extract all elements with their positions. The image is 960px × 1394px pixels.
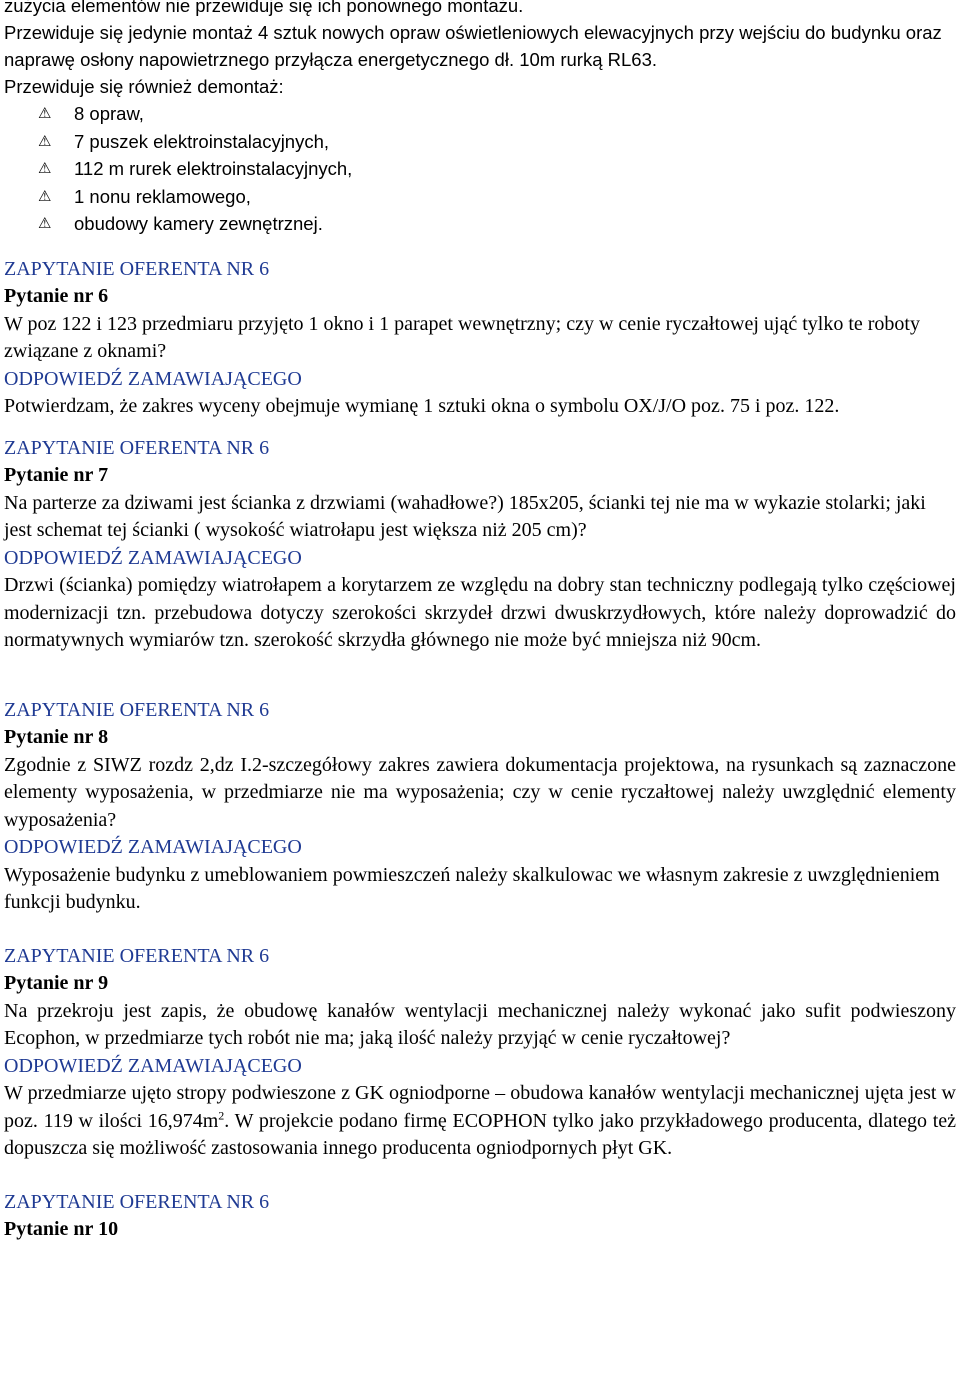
- superscript-exponent: 2: [218, 1107, 225, 1122]
- intro-line-1: zużycia elementów nie przewiduje się ich ponownego montażu.: [4, 0, 524, 16]
- warning-bullet-icon: ⚠: [38, 105, 52, 122]
- qa-section-6: [4, 256, 956, 421]
- question-title: Pytanie nr 10: [4, 1218, 119, 1240]
- answer-text-part-1: W przedmiarze ujęto stropy podwieszone z GK ogniodporne – obudowa kanałów wentylacji mechanicznej ujęta jest w poz. 119 w ilości 16,974m: [4, 1082, 956, 1132]
- section-header: ZAPYTANIE OFERENTA NR 6: [4, 1190, 270, 1213]
- list-item: [38, 155, 956, 183]
- list-item-text: 7 puszek elektroinstalacyjnych,: [74, 130, 330, 152]
- warning-bullet-icon: ⚠: [38, 215, 52, 232]
- answer-header: ODPOWIEDŹ ZAMAWIAJĄCEGO: [4, 546, 302, 569]
- list-item: [38, 183, 956, 211]
- intro-line-2: Przewiduje się jedynie montaż 4 sztuk nowych opraw oświetleniowych elewacyjnych przy wejściu do budynku oraz naprawę osłony napowietrznego przyłącza energetycznego dł. 10m rurką RL63.: [4, 22, 942, 70]
- question-title: Pytanie nr 6: [4, 285, 109, 307]
- list-item-text: 112 m rurek elektroinstalacyjnych,: [74, 158, 353, 179]
- section-header: ZAPYTANIE OFERENTA NR 6: [4, 698, 270, 721]
- question-text: W poz 122 i 123 przedmiaru przyjęto 1 okno i 1 parapet wewnętrzny; czy w cenie ryczałtowej ująć tylko te roboty związane z oknami?: [4, 312, 920, 362]
- answer-header: ODPOWIEDŹ ZAMAWIAJĄCEGO: [4, 367, 302, 390]
- demolition-list: [4, 100, 956, 238]
- question-title: Pytanie nr 8: [4, 726, 109, 748]
- qa-section-8: [4, 697, 956, 917]
- qa-section-9: [4, 943, 956, 1163]
- list-item-text: obudowy kamery zewnętrznej.: [74, 213, 323, 234]
- list-item: [38, 100, 956, 128]
- intro-line-3: Przewiduje się również demontaż:: [4, 76, 284, 97]
- answer-header: ODPOWIEDŹ ZAMAWIAJĄCEGO: [4, 1054, 302, 1077]
- qa-section-10: [4, 1189, 956, 1244]
- answer-header: ODPOWIEDŹ ZAMAWIAJĄCEGO: [4, 836, 302, 858]
- question-title: Pytanie nr 9: [4, 972, 109, 994]
- list-item-text: 1 nonu reklamowego,: [74, 185, 251, 207]
- answer-text: Drzwi (ścianka) pomiędzy wiatrołapem a korytarzem ze względu na dobry stan techniczny podlegają tylko częściowej modernizacji tzn. przebudowa dotyczy szerokości skrzydeł drzwi dwuskrzydłowych, które należy doprowadzić do normatywnych wymiarów tzn. szerokość skrzydła głównego nie może być mniejsza niż 90cm.: [4, 574, 956, 651]
- section-header: ZAPYTANIE OFERENTA NR 6: [4, 436, 270, 459]
- question-title: Pytanie nr 7: [4, 464, 109, 486]
- list-item: [38, 210, 956, 238]
- answer-text: Wyposażenie budynku z umeblowaniem powmieszczeń należy skalkulowac we własnym zakresie z uwzględnieniem funkcji budynku.: [4, 863, 940, 913]
- question-text: Na przekroju jest zapis, że obudowę kanałów wentylacji mechanicznej należy wykonać jako sufit podwieszony Ecophon, w przedmiarze tych robót nie ma; jaką ilość należy przyjąć w cenie ryczałtowej?: [4, 999, 956, 1049]
- question-text: Zgodnie z SIWZ rozdz 2,dz I.2-szczegółowy zakres zawiera dokumentacja projektowa, na rysunkach są zaznaczone elementy wyposażenia, w przedmiarze nie ma wyposażenia; czy w cenie ryczałtowej należy uwzględnić elementy wyposażenia?: [4, 753, 956, 831]
- qa-section-7: [4, 435, 956, 655]
- section-header: ZAPYTANIE OFERENTA NR 6: [4, 944, 270, 967]
- list-item-text: 8 opraw,: [74, 103, 144, 124]
- warning-bullet-icon: ⚠: [38, 187, 52, 205]
- section-header: ZAPYTANIE OFERENTA NR 6: [4, 257, 270, 280]
- answer-text: [4, 1080, 956, 1163]
- question-text: Na parterze za dziwami jest ścianka z drzwiami (wahadłowe?) 185x205, ścianki tej nie ma w wykazie stolarki; jaki jest schemat tej ścianki ( wysokość wiatrołapu jest większa niż 205 cm)?: [4, 491, 926, 541]
- answer-text-part-2: . W projekcie podano firmę ECOPHON tylko jako przykładowego producenta, dlatego też dopuszcza się możliwość zastosowania innego producenta ogniodpornych płyt GK.: [4, 1109, 957, 1159]
- warning-bullet-icon: ⚠: [38, 132, 52, 150]
- list-item: [38, 128, 956, 156]
- document-page: [4, 0, 956, 1244]
- intro-block: [4, 0, 956, 238]
- answer-text: Potwierdzam, że zakres wyceny obejmuje wymianę 1 sztuki okna o symbolu OX/J/O poz. 75 i poz. 122.: [4, 395, 840, 417]
- warning-bullet-icon: ⚠: [38, 160, 52, 177]
